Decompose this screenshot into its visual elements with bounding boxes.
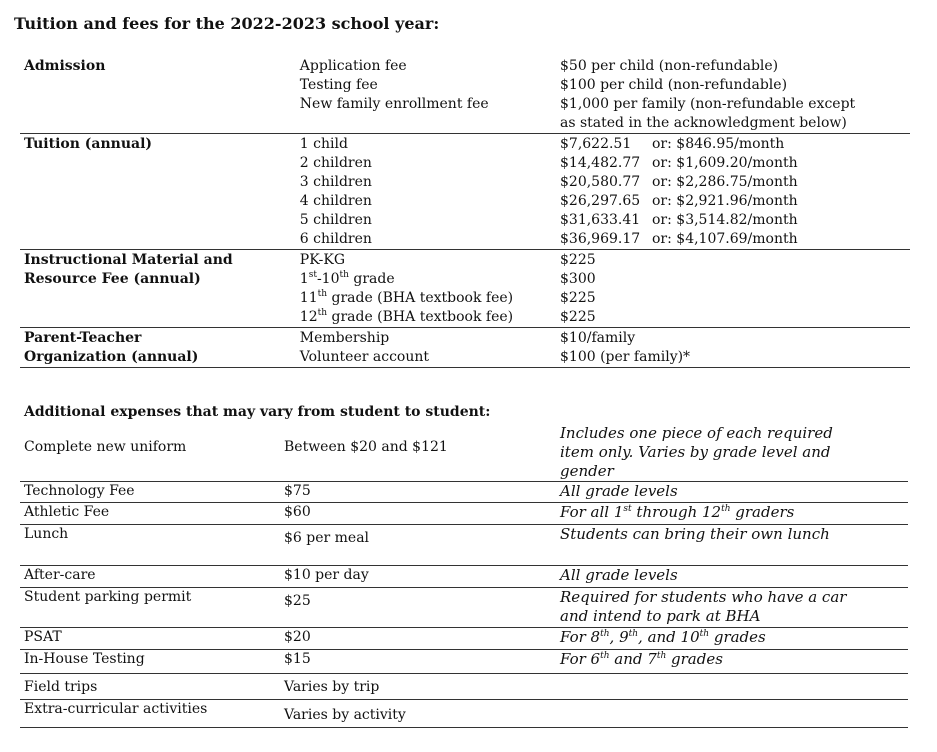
fee-item: Membership <box>299 330 390 346</box>
tuition-item: 6 children <box>299 231 372 247</box>
category-label: Parent-Teacher Organization (annual) <box>24 330 199 365</box>
monthly-cost: or: $4,107.69/month <box>652 231 798 247</box>
expense-item: Student parking permit <box>24 589 192 605</box>
expense-note <box>560 700 908 728</box>
monthly-cost: or: $2,286.75/month <box>652 174 798 190</box>
expense-item: After-care <box>24 567 96 583</box>
monthly-cost: or: $846.95/month <box>652 136 785 152</box>
fee-item: Volunteer account <box>299 349 430 365</box>
fee-cost: $100 (per family)* <box>560 349 691 365</box>
fee-item: Testing fee <box>299 77 378 93</box>
expense-item: In-House Testing <box>24 651 145 667</box>
expense-cost: $10 per day <box>284 567 369 583</box>
tuition-cost-row <box>560 211 910 230</box>
expense-note: All grade levels <box>560 482 678 500</box>
tuition-item: 3 children <box>299 174 372 190</box>
fee-item: 12th grade (BHA textbook fee) <box>299 308 514 325</box>
fee-cost: $100 per child (non-refundable) <box>560 77 788 93</box>
expense-note: For 6th and 7th grades <box>560 650 723 668</box>
expense-cost: $60 <box>284 504 311 520</box>
tuition-cost-row <box>560 135 910 154</box>
expense-cost: Varies by trip <box>284 679 380 695</box>
extras-heading: Additional expenses that may vary from student to student: <box>24 404 491 420</box>
tuition-cost-row <box>560 230 910 249</box>
tuition-section <box>20 134 910 250</box>
expense-item: Lunch <box>24 526 69 542</box>
annual-cost: $7,622.51 <box>560 136 632 152</box>
fee-item: PK-KG <box>299 252 346 268</box>
expense-item: Field trips <box>24 679 98 695</box>
material-fee-section <box>20 250 910 328</box>
annual-cost: $36,969.17 <box>560 231 641 247</box>
expense-note: Students can bring their own lunch <box>560 525 830 543</box>
expense-note: All grade levels <box>560 566 678 584</box>
table-row <box>20 674 908 700</box>
fee-cost: $300 <box>560 271 596 287</box>
expense-item: Extra-curricular activities <box>24 701 208 717</box>
table-row <box>20 628 908 650</box>
fee-cost: $225 <box>560 309 596 325</box>
table-row <box>20 650 908 674</box>
expense-cost: $75 <box>284 483 311 499</box>
fee-cost: $10/family <box>560 330 636 346</box>
table-row <box>20 700 908 728</box>
table-row <box>20 566 908 588</box>
tuition-item: 5 children <box>299 212 372 228</box>
fee-cost: $50 per child (non-refundable) <box>560 58 779 74</box>
expense-item: PSAT <box>24 629 62 645</box>
annual-cost: $14,482.77 <box>560 155 641 171</box>
expense-cost: $25 <box>284 593 311 609</box>
table-row <box>20 424 908 482</box>
fees-table <box>20 56 910 368</box>
expense-item: Athletic Fee <box>24 504 110 520</box>
expense-item: Complete new uniform <box>24 439 187 455</box>
expense-note: Required for students who have a car and intend to park at BHA <box>560 588 847 625</box>
expense-note: Includes one piece of each required item only. Varies by grade level and gender <box>560 424 833 480</box>
expense-cost: $15 <box>284 651 311 667</box>
table-row <box>20 482 908 503</box>
pto-section <box>20 328 910 368</box>
tuition-item: 2 children <box>299 155 372 171</box>
expense-cost: Between $20 and $121 <box>284 439 448 455</box>
fee-cost: $1,000 per family (non-refundable except as stated in the acknowledgment below) <box>560 96 856 131</box>
expense-item: Technology Fee <box>24 483 135 499</box>
category-label: Tuition (annual) <box>24 136 153 152</box>
category-label: Admission <box>24 58 106 74</box>
expense-cost: Varies by activity <box>284 707 406 723</box>
expense-cost: $6 per meal <box>284 530 370 546</box>
tuition-cost-row <box>560 192 910 211</box>
fee-cost: $225 <box>560 252 596 268</box>
annual-cost: $26,297.65 <box>560 193 641 209</box>
fee-cost: $225 <box>560 290 596 306</box>
annual-cost: $31,633.41 <box>560 212 641 228</box>
expense-note: For 8th, 9th, and 10th grades <box>560 628 766 646</box>
extras-table <box>20 424 908 728</box>
admission-section <box>20 56 910 134</box>
annual-cost: $20,580.77 <box>560 174 641 190</box>
monthly-cost: or: $3,514.82/month <box>652 212 798 228</box>
tuition-cost-row <box>560 173 910 192</box>
fee-item: Application fee <box>299 58 407 74</box>
expense-cost: $20 <box>284 629 311 645</box>
table-row <box>20 525 908 566</box>
table-row <box>20 588 908 628</box>
category-label: Instructional Material and Resource Fee (annual) <box>24 252 233 287</box>
page-title: Tuition and fees for the 2022-2023 school year: <box>14 14 440 33</box>
fee-item: New family enrollment fee <box>299 96 489 112</box>
table-row <box>20 503 908 525</box>
tuition-item: 1 child <box>299 136 348 152</box>
fee-item: 1st-10th grade <box>299 270 395 287</box>
expense-note <box>560 674 908 700</box>
tuition-item: 4 children <box>299 193 372 209</box>
fee-item: 11th grade (BHA textbook fee) <box>299 289 514 306</box>
monthly-cost: or: $1,609.20/month <box>652 155 798 171</box>
monthly-cost: or: $2,921.96/month <box>652 193 798 209</box>
tuition-cost-row <box>560 154 910 173</box>
expense-note: For all 1st through 12th graders <box>560 503 795 521</box>
